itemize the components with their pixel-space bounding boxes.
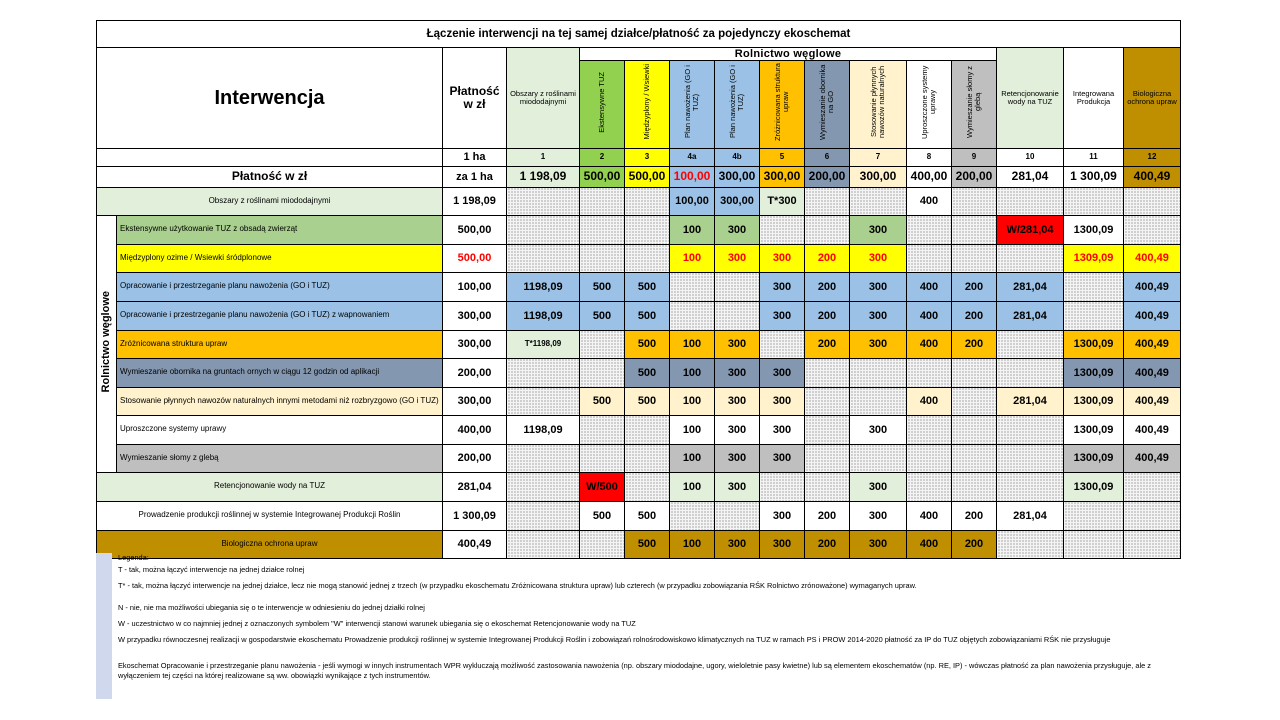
table-cell: [507, 387, 580, 415]
legend-side-bar: [96, 553, 112, 699]
table-cell: 100,00: [670, 187, 715, 215]
table-cell: 300: [715, 244, 760, 272]
table-cell: 300: [715, 530, 760, 558]
table-cell: [805, 187, 850, 215]
table-cell: 400: [907, 187, 952, 215]
row-payment: 500,00: [443, 215, 507, 244]
num-cell: 2: [580, 148, 625, 166]
table-cell: [625, 244, 670, 272]
table-cell: 200: [952, 330, 997, 358]
row-label: Biologiczna ochrona upraw: [97, 530, 443, 558]
table-cell: 100: [670, 387, 715, 415]
payment-cell: 500,00: [580, 166, 625, 187]
table-cell: 500: [625, 301, 670, 330]
num-cell: 4b: [715, 148, 760, 166]
table-cell: 300: [850, 244, 907, 272]
num-cell: 3: [625, 148, 670, 166]
table-cell: [952, 187, 997, 215]
table-cell: [580, 244, 625, 272]
row-payment: 1 300,09: [443, 501, 507, 530]
table-cell: [715, 272, 760, 301]
row-payment: 300,00: [443, 387, 507, 415]
table-cell: 300: [715, 358, 760, 387]
table-cell: 300: [715, 444, 760, 472]
table-cell: 300: [760, 358, 805, 387]
col5-header: Zróżnicowana struktura upraw: [760, 61, 805, 149]
table-cell: 500: [625, 387, 670, 415]
table-cell: 100: [670, 444, 715, 472]
col11-header: Integrowana Produkcja: [1064, 48, 1124, 149]
num-cell: 7: [850, 148, 907, 166]
table-cell: [580, 215, 625, 244]
payment-cell: 500,00: [625, 166, 670, 187]
table-cell: 300: [850, 301, 907, 330]
table-cell: 300: [760, 530, 805, 558]
table-cell: 100: [670, 330, 715, 358]
num-cell: 12: [1124, 148, 1181, 166]
table-cell: [952, 358, 997, 387]
row-payment: 200,00: [443, 444, 507, 472]
table-cell: [507, 358, 580, 387]
table-cell: [715, 301, 760, 330]
table-cell: [805, 215, 850, 244]
table-cell: [580, 358, 625, 387]
legend-line: N - nie, nie ma możliwości ubiegania się o te interwencje w odniesieniu do jednej działki rolnej: [118, 603, 425, 612]
table-cell: [952, 444, 997, 472]
table-cell: 500: [625, 358, 670, 387]
row-label: Stosowanie płynnych nawozów naturalnych innymi metodami niż rozbryzgowo (GO i TUZ): [117, 387, 443, 415]
table-cell: W/281,04: [997, 215, 1064, 244]
table-cell: 1300,09: [1064, 330, 1124, 358]
table-title: Łączenie interwencji na tej samej działce/płatność za pojedynczy ekoschemat: [97, 21, 1181, 48]
table-cell: [715, 501, 760, 530]
table-cell: 200: [952, 501, 997, 530]
table-cell: 500: [625, 501, 670, 530]
table-cell: [670, 501, 715, 530]
row-label: Ekstensywne użytkowanie TUZ z obsadą zwierząt: [117, 215, 443, 244]
table-cell: [952, 472, 997, 501]
col2-header: Ekstensywne TUZ: [580, 61, 625, 149]
table-cell: [760, 215, 805, 244]
table-cell: 100: [670, 244, 715, 272]
table-cell: [580, 444, 625, 472]
payment-cell: 400,49: [1124, 166, 1181, 187]
payment-row-label: Płatność w zł: [97, 166, 443, 187]
table-cell: 300: [760, 272, 805, 301]
table-cell: W/500: [580, 472, 625, 501]
num-cell: 8: [907, 148, 952, 166]
table-cell: 200: [805, 530, 850, 558]
table-cell: [907, 444, 952, 472]
table-cell: [850, 358, 907, 387]
payment-cell: 100,00: [670, 166, 715, 187]
table-cell: T*1198,09: [507, 330, 580, 358]
legend-line: T - tak, można łączyć interwencje na jednej działce rolnej: [118, 565, 305, 574]
table-cell: [952, 215, 997, 244]
table-cell: 300: [715, 215, 760, 244]
num-cell: 6: [805, 148, 850, 166]
table-cell: [1124, 215, 1181, 244]
table-cell: [907, 215, 952, 244]
table-cell: [805, 472, 850, 501]
table-cell: [997, 415, 1064, 444]
table-cell: [625, 472, 670, 501]
table-cell: [1064, 187, 1124, 215]
table-cell: [507, 501, 580, 530]
table-cell: T*300: [760, 187, 805, 215]
table-row: [97, 215, 1181, 244]
table-cell: 300: [760, 301, 805, 330]
table-cell: 300: [760, 387, 805, 415]
table-cell: 300: [850, 472, 907, 501]
table-cell: 100: [670, 415, 715, 444]
table-cell: 500: [625, 272, 670, 301]
table-cell: [850, 444, 907, 472]
interwencja-header: Interwencja: [97, 48, 443, 149]
table-cell: [952, 244, 997, 272]
table-row: [97, 301, 1181, 330]
table-cell: 300: [715, 387, 760, 415]
legend-line: T* - tak, można łączyć interwencje na jednej działce, lecz nie mogą stanowić jednej z trzech (w przypadku ekoschematu Zróżnicowana struktura upraw) lub czterech (w przypadku zobowiązania RŚK Rolnictwo zrónoważone) wymaganych upraw.: [118, 581, 917, 590]
table-cell: [1124, 187, 1181, 215]
col8-header: Uproszczone systemy uprawy: [907, 61, 952, 149]
row-label: Zróżnicowana struktura upraw: [117, 330, 443, 358]
table-cell: 300: [715, 415, 760, 444]
table-cell: 400: [907, 272, 952, 301]
table-cell: 300,00: [715, 187, 760, 215]
col7-header: Stosowanie płynnych nawozów naturalnych: [850, 61, 907, 149]
table-cell: 200: [952, 301, 997, 330]
row-label: Wymieszanie obornika na gruntach ornych w ciągu 12 godzin od aplikacji: [117, 358, 443, 387]
payment-cell: 200,00: [805, 166, 850, 187]
table-cell: 1300,09: [1064, 358, 1124, 387]
table-cell: 300: [715, 472, 760, 501]
payment-header: Płatność w zł: [443, 48, 507, 149]
table-cell: 1198,09: [507, 301, 580, 330]
table-cell: 281,04: [997, 301, 1064, 330]
table-cell: [507, 444, 580, 472]
table-cell: [907, 358, 952, 387]
table-cell: 1300,09: [1064, 444, 1124, 472]
table-cell: 400: [907, 301, 952, 330]
table-cell: [952, 387, 997, 415]
payment-cell: 300,00: [760, 166, 805, 187]
col3-header: Międzyplony / Wsiewki: [625, 61, 670, 149]
table-cell: 200: [952, 530, 997, 558]
table-cell: 500: [625, 330, 670, 358]
table-cell: 1300,09: [1064, 472, 1124, 501]
row-label: Międzyplony ozime / Wsiewki śródplonowe: [117, 244, 443, 272]
table-cell: 400,49: [1124, 272, 1181, 301]
num-cell: 1 ha: [443, 148, 507, 166]
table-row: [97, 387, 1181, 415]
num-cell: 4a: [670, 148, 715, 166]
num-cell: 1: [507, 148, 580, 166]
row-payment: 400,00: [443, 415, 507, 444]
table-cell: 1300,09: [1064, 415, 1124, 444]
table-cell: 1198,09: [507, 272, 580, 301]
table-cell: [907, 244, 952, 272]
table-cell: 300: [850, 272, 907, 301]
col6-header: Wymieszanie obornika na GO: [805, 61, 850, 149]
table-cell: 400,49: [1124, 244, 1181, 272]
num-cell: 5: [760, 148, 805, 166]
table-cell: 200: [805, 330, 850, 358]
table-cell: [952, 415, 997, 444]
table-cell: 281,04: [997, 272, 1064, 301]
row-payment: 300,00: [443, 301, 507, 330]
payment-cell: 1 198,09: [507, 166, 580, 187]
table-cell: 500: [580, 272, 625, 301]
table-cell: 400,49: [1124, 358, 1181, 387]
table-cell: [625, 415, 670, 444]
col10-header: Retencjonowanie wody na TUZ: [997, 48, 1064, 149]
table-cell: 400,49: [1124, 387, 1181, 415]
table-cell: 500: [580, 301, 625, 330]
table-cell: 200: [805, 244, 850, 272]
row-payment: 100,00: [443, 272, 507, 301]
table-cell: 400,49: [1124, 330, 1181, 358]
num-cell: 11: [1064, 148, 1124, 166]
obszary-header: Obszary z roślinami miododajnymi: [507, 48, 580, 149]
num-blank: [97, 148, 443, 166]
payment-cell: 300,00: [850, 166, 907, 187]
combination-table: [96, 20, 1181, 559]
col4b-header: Plan nawożenia (GO i TUZ): [715, 61, 760, 149]
table-cell: 300: [760, 444, 805, 472]
table-cell: [805, 387, 850, 415]
table-cell: [670, 272, 715, 301]
table-cell: 500: [580, 501, 625, 530]
table-cell: 400: [907, 387, 952, 415]
table-row: [97, 444, 1181, 472]
table-cell: [850, 187, 907, 215]
table-cell: 400: [907, 330, 952, 358]
table-cell: 500: [580, 387, 625, 415]
table-cell: 400: [907, 530, 952, 558]
table-cell: [997, 244, 1064, 272]
table-cell: [507, 215, 580, 244]
row-payment: 500,00: [443, 244, 507, 272]
table-cell: [625, 444, 670, 472]
col9-header: Wymieszanie słomy z glebą: [952, 61, 997, 149]
table-cell: 200: [805, 501, 850, 530]
table-cell: [1064, 272, 1124, 301]
table-cell: [997, 330, 1064, 358]
table-cell: [760, 330, 805, 358]
row-payment: 1 198,09: [443, 187, 507, 215]
table-cell: 500: [625, 530, 670, 558]
num-cell: 10: [997, 148, 1064, 166]
table-cell: [997, 444, 1064, 472]
row-label: Opracowanie i przestrzeganie planu nawożenia (GO i TUZ): [117, 272, 443, 301]
table-cell: 300: [850, 501, 907, 530]
table-cell: 100: [670, 472, 715, 501]
col12-header: Biologiczna ochrona upraw: [1124, 48, 1181, 149]
table-cell: [907, 415, 952, 444]
table-cell: 300: [850, 215, 907, 244]
table-cell: [507, 472, 580, 501]
table-cell: 200: [805, 301, 850, 330]
table-cell: 400,49: [1124, 415, 1181, 444]
table-cell: [760, 472, 805, 501]
table-cell: 400: [907, 501, 952, 530]
table-cell: 1300,09: [1064, 215, 1124, 244]
table-cell: 300: [715, 330, 760, 358]
row-label: Wymieszanie słomy z glebą: [117, 444, 443, 472]
legend-title: Legenda:: [118, 553, 149, 562]
table-cell: 300: [850, 330, 907, 358]
payment-cell: 281,04: [997, 166, 1064, 187]
row-label: Uproszczone systemy uprawy: [117, 415, 443, 444]
table-cell: 100: [670, 215, 715, 244]
row-payment: 400,49: [443, 530, 507, 558]
col4a-header: Plan nawożenia (GO i TUZ): [670, 61, 715, 149]
legend-line: W - uczestnictwo w co najmniej jednej z oznaczonych symbolem "W" interwencji stanowi warunek ubiegania się o ekoschemat Retencjonowanie wody na TUZ: [118, 619, 636, 628]
row-label: Opracowanie i przestrzeganie planu nawożenia (GO i TUZ) z wapnowaniem: [117, 301, 443, 330]
payment-cell: 400,00: [907, 166, 952, 187]
table-cell: [507, 244, 580, 272]
row-payment: 300,00: [443, 330, 507, 358]
table-cell: 1309,09: [1064, 244, 1124, 272]
table-cell: 281,04: [997, 501, 1064, 530]
table-cell: 100: [670, 530, 715, 558]
table-cell: 300: [760, 501, 805, 530]
table-cell: [507, 187, 580, 215]
row-label: Obszary z roślinami miododajnymi: [97, 187, 443, 215]
table-cell: [805, 358, 850, 387]
table-row: [97, 330, 1181, 358]
table-row: [97, 272, 1181, 301]
table-cell: 300: [850, 530, 907, 558]
table-cell: [1124, 501, 1181, 530]
table-cell: 400,49: [1124, 444, 1181, 472]
row-payment: 281,04: [443, 472, 507, 501]
table-cell: [580, 187, 625, 215]
row-label: Prowadzenie produkcji roślinnej w systemie Integrowanej Produkcji Roślin: [97, 501, 443, 530]
table-cell: 1300,09: [1064, 387, 1124, 415]
table-cell: 300: [760, 244, 805, 272]
table-cell: 300: [850, 415, 907, 444]
payment-cell: 200,00: [952, 166, 997, 187]
table-cell: [580, 415, 625, 444]
table-cell: [625, 215, 670, 244]
table-cell: 200: [952, 272, 997, 301]
table-cell: [997, 358, 1064, 387]
table-cell: 100: [670, 358, 715, 387]
legend-line: Ekoschemat Opracowanie i przestrzeganie planu nawożenia - jeśli wymogi w innych instrumentach WPR wykluczają możliwość zastosowania nawożenia (np. obszary miododajne, ugory, wieloletnie pasy kwietne) lub są elementem ekoschematów (np. RE, IP) - wówczas płatność za plan nawożenia przysługuje, ale z wyłączeniem tej części na której realizowane są ww. obowiązki wynikające z tych instrumentów.: [118, 661, 1151, 680]
table-cell: [997, 472, 1064, 501]
table-cell: 1198,09: [507, 415, 580, 444]
table-cell: 400,49: [1124, 301, 1181, 330]
table-row: [97, 472, 1181, 501]
payment-cell: 300,00: [715, 166, 760, 187]
table-cell: [805, 444, 850, 472]
table-cell: [805, 415, 850, 444]
table-cell: [850, 387, 907, 415]
table-cell: [670, 301, 715, 330]
side-label: Rolnictwo węglowe: [97, 215, 117, 472]
table-cell: [625, 187, 670, 215]
table-cell: [1064, 301, 1124, 330]
table-row: [97, 244, 1181, 272]
table-cell: [907, 472, 952, 501]
table-cell: [1064, 501, 1124, 530]
rolnictwo-weglowe-header: Rolnictwo węglowe: [580, 48, 997, 61]
table-cell: [580, 330, 625, 358]
legend: [112, 553, 1182, 681]
payment-cell: 1 300,09: [1064, 166, 1124, 187]
table-row: [97, 358, 1181, 387]
row-label: Retencjonowanie wody na TUZ: [97, 472, 443, 501]
table-row: [97, 501, 1181, 530]
table-row: [97, 187, 1181, 215]
table-cell: 300: [760, 415, 805, 444]
num-cell: 9: [952, 148, 997, 166]
row-payment: 200,00: [443, 358, 507, 387]
table-row: [97, 415, 1181, 444]
table-cell: [997, 187, 1064, 215]
payment-cell: za 1 ha: [443, 166, 507, 187]
table-cell: 281,04: [997, 387, 1064, 415]
table-cell: [1124, 472, 1181, 501]
table-cell: 200: [805, 272, 850, 301]
legend-line: W przypadku równoczesnej realizacji w gospodarstwie ekoschematu Prowadzenie produkcji roślinnej w systemie Integrowanej Produkcji Roślin i zobowiązań rolnośrodowiskowo klimatycznych na TUZ w ramach PS i PROW 2014-2020 płatność za IP do TUZ objętych zobowiązaniami RŚK nie przysługuje: [118, 635, 1111, 644]
